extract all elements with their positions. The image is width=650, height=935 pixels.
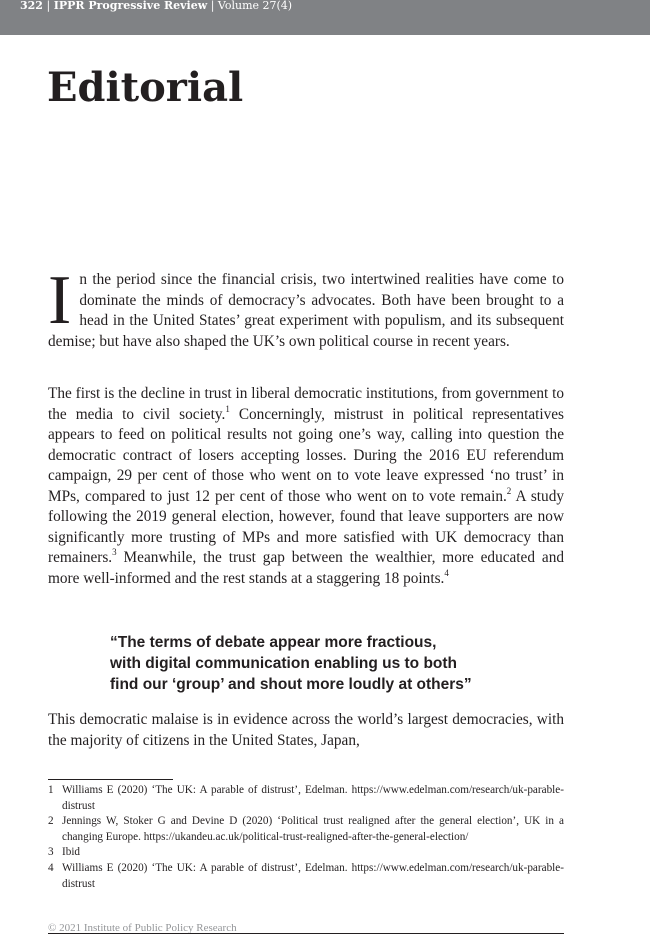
pull-quote-line: “The terms of debate appear more fractious, xyxy=(110,634,437,651)
paragraph-2 xyxy=(48,384,564,589)
paragraph-1 xyxy=(48,262,564,352)
footnote-text: Williams E (2020) ‘The UK: A parable of distrust’, Edelman. https://www.edelman.com/research/uk-parable-distrust xyxy=(62,784,564,812)
pull-quote-line: find our ‘group’ and shout more loudly at others” xyxy=(110,676,472,693)
header-separator: | xyxy=(46,0,51,12)
pull-quote xyxy=(110,632,580,695)
paragraph-1-text: n the period since the financial crisis, two intertwined realities have come to dominate the minds of democracy’s advocates. Both have been brought to a head in the United States’ great experiment with populism, and its subsequent demise; but have also shaped the UK’s own political course in recent years. xyxy=(48,271,564,350)
footnote-number: 3 xyxy=(48,846,54,859)
paragraph-3: This democratic malaise is in evidence across the world’s largest democracies, with the majority of citizens in the United States, Japan, xyxy=(48,711,564,749)
footnote-ref-4: 4 xyxy=(444,567,449,578)
paragraph-2-text: The first is the decline in trust in liberal democratic institutions, from government to the media to civil society. xyxy=(48,385,564,423)
paragraph-2-text: Meanwhile, the trust gap between the wealthier, more educated and more well-informed and the rest stands at a staggering 18 points. xyxy=(48,549,564,587)
pull-quote-line: with digital communication enabling us to both xyxy=(110,655,458,672)
running-header-band xyxy=(0,0,650,35)
footnote-item xyxy=(48,845,564,861)
footnote-item xyxy=(48,861,564,892)
header-separator: | xyxy=(210,0,215,12)
drop-cap: I xyxy=(48,262,72,339)
bottom-rule xyxy=(48,933,564,934)
footnotes-list xyxy=(48,783,564,892)
running-header xyxy=(20,0,292,12)
footnote-ref-2: 2 xyxy=(506,485,512,496)
footnote-text: Ibid xyxy=(62,846,81,859)
paragraph-2-text: A study following the 2019 general election, however, found that leave supporters are now significantly more trusting of MPs and more satisfied with UK democracy than remainers. xyxy=(48,487,564,566)
paragraph-2-text: Concerningly, mistrust in political representatives appears to feed on political results not going one’s way, calling into question the democratic contract of losers accepting losses. During the 2016 EU referendum campaign, 29 per cent of those who went on to vote leave expressed ‘no trust’ in MPs, compared to just 12 per cent of those who went on to vote remain. xyxy=(48,405,564,505)
footnote-number: 2 xyxy=(48,815,54,828)
page-number: 322 xyxy=(20,0,43,12)
volume-label: Volume 27(4) xyxy=(217,0,293,12)
footnote-item xyxy=(48,783,564,814)
footnote-text: Jennings W, Stoker G and Devine D (2020) ‘Political trust realigned after the general election’, UK in a changing Europe. https://ukandeu.ac.uk/political-trust-realigned-after-the-general-election/ xyxy=(62,815,564,843)
footnote-item xyxy=(48,814,564,845)
footnote-ref-1: 1 xyxy=(225,403,230,414)
footnote-text: Williams E (2020) ‘The UK: A parable of distrust’, Edelman. https://www.edelman.com/research/uk-parable-distrust xyxy=(62,861,564,890)
journal-name: IPPR Progressive Review xyxy=(53,0,208,12)
footnote-divider xyxy=(48,779,173,780)
copyright-notice: © 2021 Institute of Public Policy Research xyxy=(48,922,237,934)
footnote-number: 1 xyxy=(48,784,54,796)
footnote-ref-3: 3 xyxy=(112,547,117,557)
footnote-number: 4 xyxy=(48,861,54,874)
page-title: Editorial xyxy=(47,64,244,111)
